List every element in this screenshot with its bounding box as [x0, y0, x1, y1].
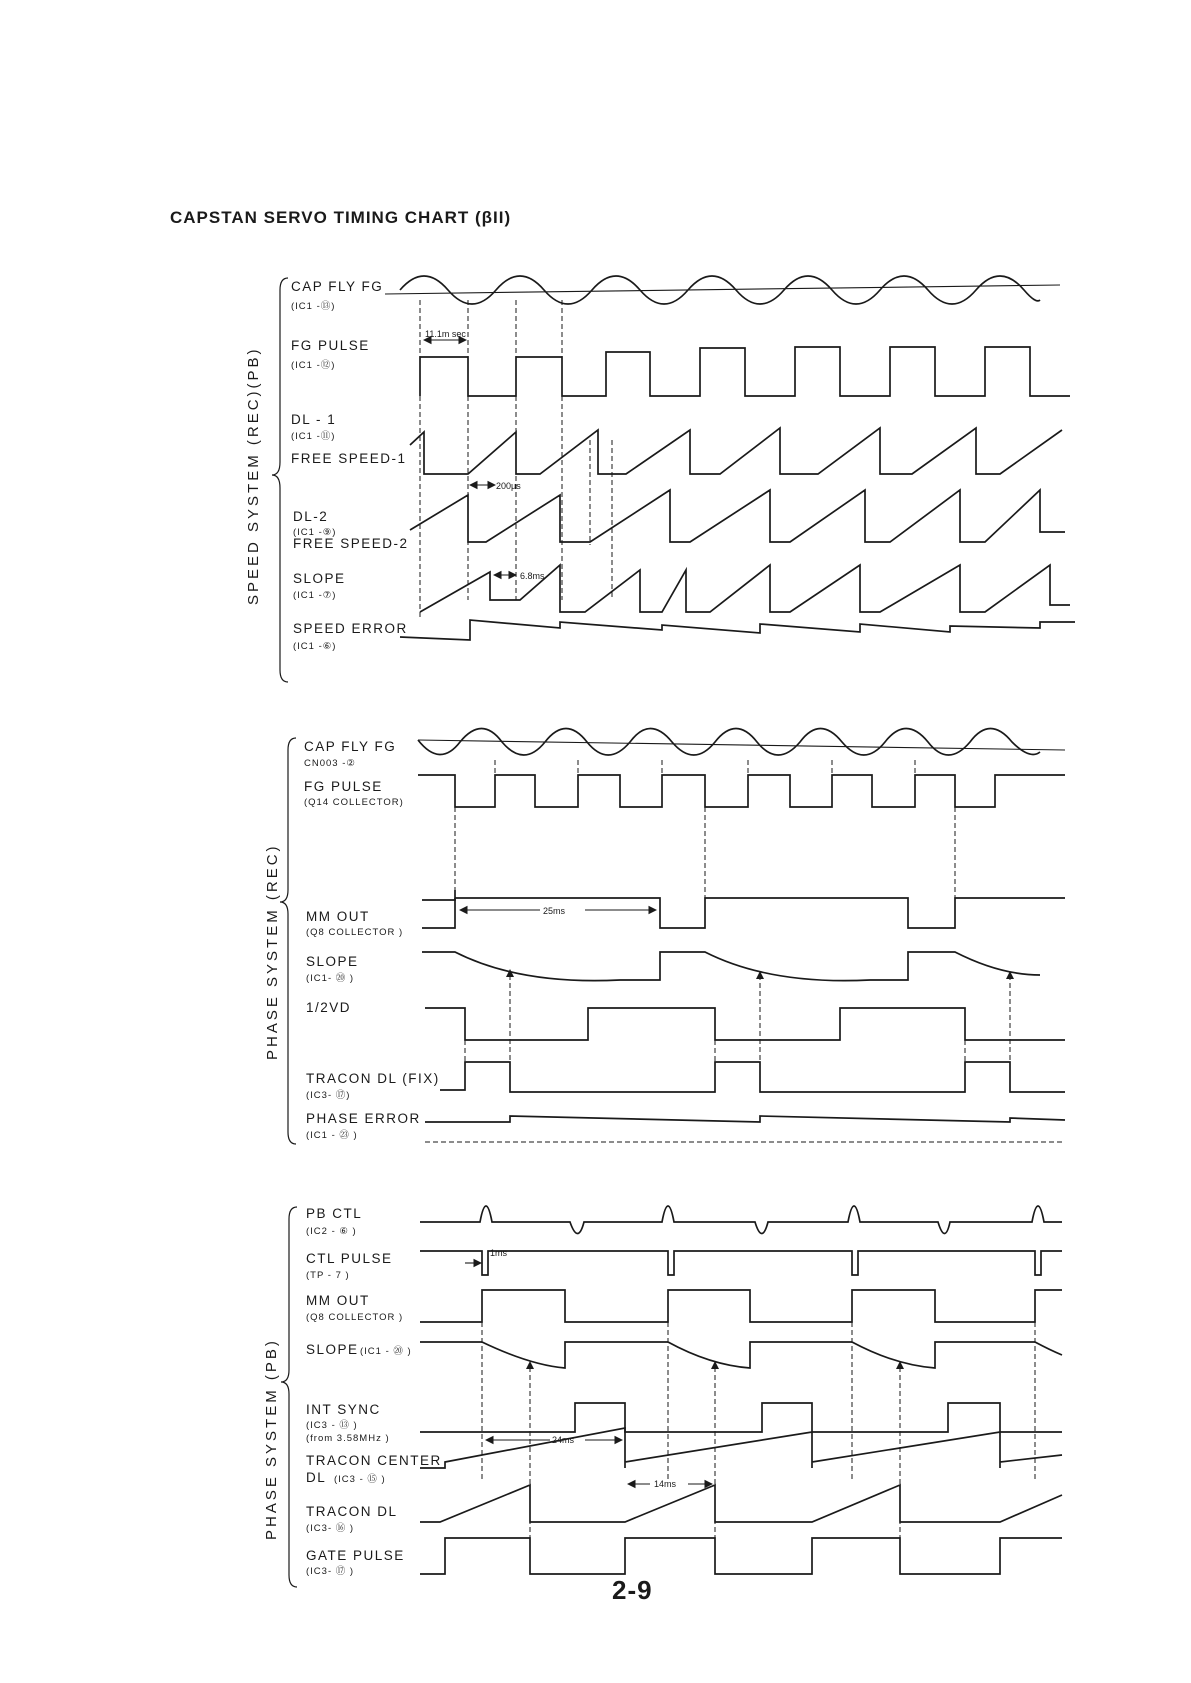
speed-system-group-label: SPEED SYSTEM (REC)(PB) — [245, 346, 262, 605]
signal-dl-2: DL-2 — [293, 509, 329, 524]
signal-rec-slope: SLOPE — [306, 954, 359, 969]
signal-pb-mm-out-pin: (Q8 COLLECTOR ) — [306, 1312, 404, 1323]
rec-mm-out-waveform — [422, 890, 1065, 928]
int-sync-annotation: 24ms — [552, 1435, 575, 1445]
pb-slope-waveform — [420, 1342, 1062, 1368]
signal-ctl-pulse-pin: (TP - 7 ) — [306, 1270, 350, 1281]
rec-slope-waveform — [422, 952, 1040, 981]
ramp-annotation: 6.8ms — [520, 571, 545, 581]
tracon-annotation: 14ms — [654, 1479, 677, 1489]
signal-int-sync: INT SYNC — [306, 1402, 381, 1417]
signal-rec-mm-out-pin: (Q8 COLLECTOR ) — [306, 927, 404, 938]
signal-pb-ctl-pin: (IC2 - ⑥ ) — [306, 1226, 357, 1237]
signal-rec-slope-pin: (IC1- ⑳ ) — [306, 973, 355, 984]
phase-pb-section — [263, 1206, 1062, 1587]
rec-tracon-dl-waveform — [440, 1062, 1065, 1092]
signal-dl-1: DL - 1 — [291, 412, 337, 427]
signal-cap-fly-fg: CAP FLY FG — [291, 279, 384, 294]
phase-rec-group-label: PHASE SYSTEM (REC) — [264, 843, 281, 1060]
phase-rec-section — [264, 729, 1065, 1145]
signal-rec-mm-out: MM OUT — [306, 909, 370, 924]
signal-rec-tracon-dl-pin: (IC3- ⑰) — [306, 1090, 351, 1101]
signal-tracon-center: TRACON CENTER — [306, 1453, 442, 1468]
signal-rec-fg-pulse: FG PULSE — [304, 779, 383, 794]
signal-rec-phase-error: PHASE ERROR — [306, 1111, 421, 1126]
speed-system-brace — [272, 278, 288, 682]
speed-system-section — [245, 276, 1075, 682]
fg-pulse-waveform — [420, 347, 1070, 396]
signal-pb-slope-pin: (IC1 - ⑳ ) — [360, 1346, 412, 1357]
page-number: 2-9 — [612, 1575, 653, 1605]
pb-mm-out-waveform — [420, 1290, 1062, 1322]
tracon-center-dl-waveform — [420, 1428, 1062, 1468]
rec-mm-out-high — [422, 898, 455, 928]
signal-rec-cap-fly-fg: CAP FLY FG — [304, 739, 397, 754]
signal-free-speed-1: FREE SPEED-1 — [291, 451, 407, 466]
signal-pb-mm-out: MM OUT — [306, 1293, 370, 1308]
dl-2-waveform — [410, 490, 1065, 542]
int-sync-waveform — [420, 1403, 1062, 1432]
rec-half-vd-waveform — [425, 1008, 1065, 1040]
signal-tracon-dl-pin: (IC3- ⑯ ) — [306, 1523, 355, 1534]
signal-rec-tracon-dl: TRACON DL (FIX) — [306, 1071, 440, 1086]
signal-pb-slope: SLOPE — [306, 1342, 359, 1357]
signal-tracon-center-dl: DL — [306, 1470, 327, 1485]
ctl-pulse-waveform — [420, 1251, 1062, 1275]
signal-dl-2-pin: (IC1 -⑨) — [293, 527, 337, 538]
signal-pb-ctl: PB CTL — [306, 1206, 363, 1221]
slope-waveform — [420, 565, 1070, 612]
phase-rec-brace — [280, 738, 296, 1144]
mm-width-annotation: 25ms — [543, 906, 566, 916]
signal-int-sync-source: (from 3.58MHz ) — [306, 1433, 390, 1444]
signal-fg-pulse: FG PULSE — [291, 338, 370, 353]
speed-error-waveform — [400, 620, 1075, 640]
gate-pulse-waveform — [420, 1538, 1062, 1574]
tracon-dl-waveform — [420, 1485, 1062, 1522]
phase-pb-group-label: PHASE SYSTEM (PB) — [263, 1338, 280, 1540]
signal-gate-pulse-pin: (IC3- ⑰ ) — [306, 1566, 355, 1577]
ctl-width-annotation: 1ms — [490, 1248, 508, 1258]
signal-rec-fg-pulse-pin: (Q14 COLLECTOR) — [304, 797, 404, 808]
signal-tracon-dl: TRACON DL — [306, 1504, 398, 1519]
delay-annotation: 200μs — [496, 481, 521, 491]
signal-ctl-pulse: CTL PULSE — [306, 1251, 393, 1266]
page-title: CAPSTAN SERVO TIMING CHART (βII) — [170, 208, 512, 227]
signal-slope-pin: (IC1 -⑦) — [293, 590, 337, 601]
signal-speed-error: SPEED ERROR — [293, 621, 408, 636]
signal-int-sync-pin: (IC3 - ⑬ ) — [306, 1420, 358, 1431]
dl-1-waveform — [410, 428, 1062, 474]
signal-rec-half-vd: 1/2VD — [306, 1000, 352, 1015]
signal-fg-pulse-pin: (IC1 -⑫) — [291, 360, 336, 371]
signal-tracon-center-dl-pin: (IC3 - ⑮ ) — [334, 1474, 386, 1485]
signal-free-speed-2: FREE SPEED-2 — [293, 536, 409, 551]
pb-ctl-waveform — [420, 1206, 1062, 1234]
signal-rec-cap-fly-fg-pin: CN003 -② — [304, 758, 356, 769]
signal-slope: SLOPE — [293, 571, 346, 586]
signal-speed-error-pin: (IC1 -⑥) — [293, 641, 337, 652]
signal-dl-1-pin: (IC1 -⑪) — [291, 431, 336, 442]
phase-pb-brace — [281, 1207, 297, 1587]
rec-phase-error-waveform — [425, 1116, 1065, 1122]
signal-rec-phase-error-pin: (IC1 - ㉓ ) — [306, 1130, 358, 1141]
period-annotation: 11.1m sec — [425, 329, 466, 339]
signal-cap-fly-fg-pin: (IC1 -⑬) — [291, 301, 336, 312]
rec-fg-pulse-waveform — [418, 775, 1065, 807]
signal-gate-pulse: GATE PULSE — [306, 1548, 405, 1563]
cap-fly-fg-reference-line — [385, 285, 1060, 294]
